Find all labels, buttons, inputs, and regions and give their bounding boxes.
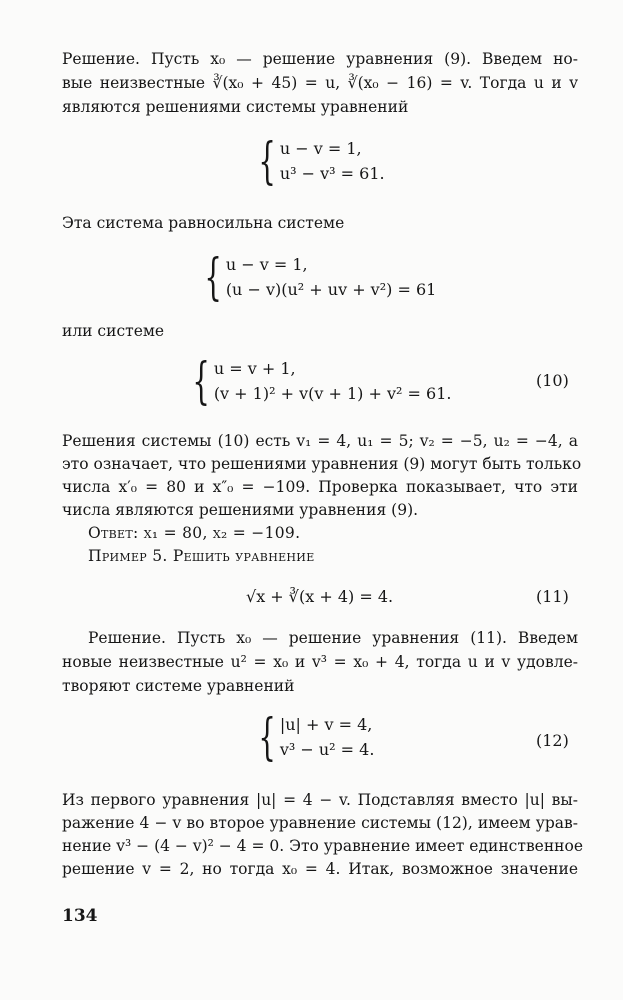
answer-line: Ответ: x₁ = 80, x₂ = −109.	[88, 524, 301, 542]
equation-number-11: (11)	[536, 587, 569, 606]
system-1-eq1: u − v = 1,	[279, 139, 362, 158]
equation-11: √x + ∛(x + 4) = 4.	[246, 587, 394, 606]
solution1-line1: Решение. Пусть x₀ — решение уравнения (9). Введем но-	[62, 50, 578, 68]
brace-icon: {	[204, 248, 222, 306]
brace-icon: {	[192, 352, 210, 410]
system-1	[244, 132, 385, 190]
system-10-eq2: (v + 1)² + v(v + 1) + v² = 61.	[213, 384, 452, 403]
solution2-line3: творяют системе уравнений	[62, 677, 295, 695]
equivalent-text: Эта система равносильна системе	[62, 214, 345, 232]
example-heading: Пример 5. Решить уравнение	[88, 547, 315, 565]
solution2-line2: новые неизвестные u² = x₀ и v³ = x₀ + 4, тогда u и v удовле-	[62, 653, 578, 671]
equation-number-12: (12)	[536, 731, 569, 750]
para3-line3: нение v³ − (4 − v)² − 4 = 0. Это уравнение имеет единственное	[62, 837, 584, 855]
brace-icon: {	[258, 132, 276, 190]
equation-number-10: (10)	[536, 371, 569, 390]
solution2-line1: Решение. Пусть x₀ — решение уравнения (11). Введем	[88, 629, 578, 647]
system-12-eq2: v³ − u² = 4.	[279, 740, 375, 759]
system-12-eq1: |u| + v = 4,	[279, 715, 373, 734]
para3-line2: ражение 4 − v во второе уравнение системы (12), имеем урав-	[62, 814, 578, 832]
page-number: 134	[62, 906, 98, 926]
para3-line1: Из первого уравнения |u| = 4 − v. Подставляя вместо |u| вы-	[62, 791, 578, 809]
solution1-line2: вые неизвестные ∛(x₀ + 45) = u, ∛(x₀ − 16) = v. Тогда u и v	[62, 74, 578, 92]
system-1-eq2: u³ − v³ = 61.	[279, 164, 385, 183]
para2-line2: это означает, что решениями уравнения (9) могут быть только	[62, 455, 582, 473]
system-12	[244, 708, 375, 766]
para3-line4: решение v = 2, но тогда x₀ = 4. Итак, возможное значение	[62, 860, 578, 878]
system-10	[178, 352, 452, 410]
solution1-line3: являются решениями системы уравнений	[62, 98, 409, 116]
para2-line1: Решения системы (10) есть v₁ = 4, u₁ = 5; v₂ = −5, u₂ = −4, а	[62, 432, 578, 450]
brace-icon: {	[258, 708, 276, 766]
para2-line3: числа x′₀ = 80 и x″₀ = −109. Проверка показывает, что эти	[62, 478, 578, 496]
system-2-eq1: u − v = 1,	[225, 255, 308, 274]
system-10-eq1: u = v + 1,	[213, 359, 296, 378]
para2-line4: числа являются решениями уравнения (9).	[62, 501, 419, 519]
system-2-eq2: (u − v)(u² + uv + v²) = 61	[225, 280, 437, 299]
system-2	[190, 248, 437, 306]
or-text: или системе	[62, 322, 165, 340]
